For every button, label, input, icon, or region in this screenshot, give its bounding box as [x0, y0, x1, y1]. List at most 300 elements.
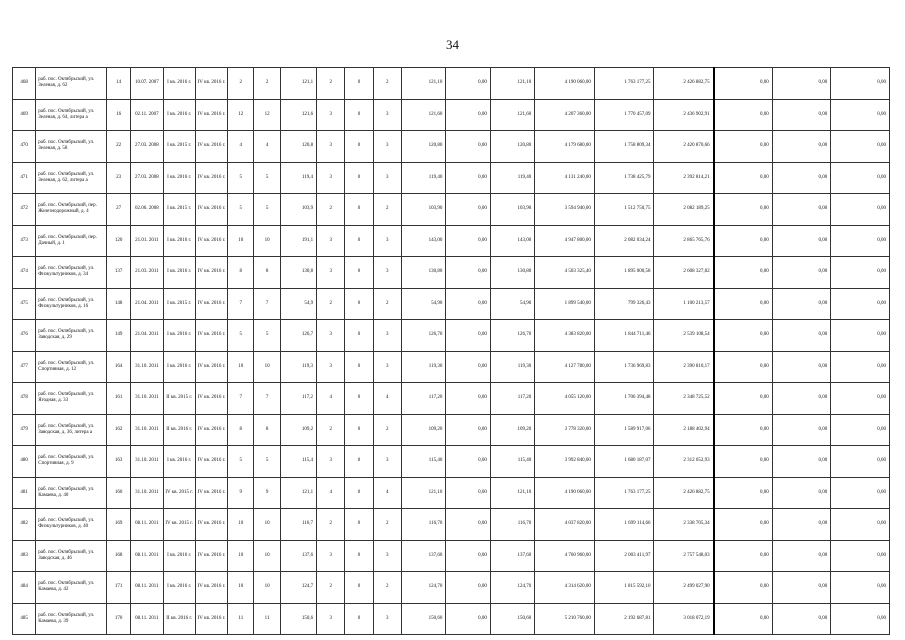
table-cell: 10: [228, 351, 254, 383]
table-row: [13, 225, 890, 257]
table-cell: 2 390 810,17: [654, 351, 714, 383]
table-cell: 0,00: [714, 162, 773, 194]
table-cell: 168: [106, 540, 130, 572]
table-cell: 10: [228, 225, 254, 257]
table-cell: 1 699 114,66: [594, 509, 654, 541]
table-cell: 4: [317, 383, 345, 415]
table-cell: 0,00: [446, 540, 490, 572]
table-cell: 0,00: [714, 540, 773, 572]
table-cell: 160: [106, 477, 130, 509]
table-cell: 10: [228, 572, 254, 604]
table-cell: 479: [13, 414, 36, 446]
table-cell: 9: [228, 477, 254, 509]
table-cell: 2 188 402,94: [654, 414, 714, 446]
table-cell: раб. пос. Октябрьский, ул. Спортивная, д. 12: [36, 351, 107, 383]
table-cell: 150,60: [490, 603, 534, 635]
table-cell: 0,00: [446, 194, 490, 226]
table-cell: 02.06. 2008: [131, 194, 163, 226]
table-cell: раб. пос. Октябрьский, пер. Дачный, д. 1: [36, 225, 107, 257]
table-row: [13, 572, 890, 604]
table-cell: I кв. 2016 г.: [163, 162, 195, 194]
table-cell: 0,00: [831, 320, 890, 352]
table-cell: 27.03. 2008: [131, 131, 163, 163]
table-cell: 109,20: [490, 414, 534, 446]
table-cell: 109,20: [401, 414, 445, 446]
table-cell: 3: [317, 162, 345, 194]
table-cell: 0: [345, 162, 373, 194]
table-cell: 3: [317, 351, 345, 383]
table-cell: 16: [106, 99, 130, 131]
table-cell: раб. пос. Октябрьский, ул. Зеленая, д. 64, литера а: [36, 99, 107, 131]
table-cell: 137,60: [490, 540, 534, 572]
table-cell: 21.01. 2011: [131, 225, 163, 257]
table-cell: 4 127 780,00: [535, 351, 595, 383]
table-cell: 109,2: [280, 414, 316, 446]
table-cell: 124,70: [490, 572, 534, 604]
table-cell: 3: [373, 320, 401, 352]
table-cell: IV кв. 2015 г.: [163, 477, 195, 509]
table-cell: 2 436 902,91: [654, 99, 714, 131]
table-cell: 4 207 360,00: [535, 99, 595, 131]
table-cell: раб. пос. Октябрьский, ул. Зеленая, д. 62, литера а: [36, 162, 107, 194]
table-cell: 121,1: [280, 477, 316, 509]
table-row: [13, 351, 890, 383]
table-cell: 8: [254, 257, 280, 289]
table-cell: 0,00: [831, 509, 890, 541]
table-cell: 0: [345, 257, 373, 289]
table-cell: 0,00: [714, 225, 773, 257]
table-cell: 10: [254, 572, 280, 604]
table-cell: 117,2: [280, 383, 316, 415]
table-cell: 103,9: [280, 194, 316, 226]
table-cell: 0,00: [772, 68, 831, 100]
table-cell: 0: [345, 446, 373, 478]
table-cell: 473: [13, 225, 36, 257]
table-cell: 0,00: [714, 99, 773, 131]
table-cell: 163: [106, 446, 130, 478]
table-cell: 0,00: [714, 194, 773, 226]
table-cell: 0,00: [714, 320, 773, 352]
table-cell: 0,00: [714, 572, 773, 604]
table-cell: II кв. 2016 г.: [163, 414, 195, 446]
table-cell: 116,70: [401, 509, 445, 541]
table-cell: IV кв. 2016 г.: [195, 477, 227, 509]
table-cell: 130,80: [401, 257, 445, 289]
table-cell: 2: [373, 414, 401, 446]
table-cell: 121,10: [490, 477, 534, 509]
table-cell: 0,00: [714, 257, 773, 289]
table-cell: 148: [106, 288, 130, 320]
table-cell: IV кв. 2016 г.: [195, 225, 227, 257]
table-cell: 0,00: [446, 99, 490, 131]
table-cell: 1 758 809,34: [594, 131, 654, 163]
table-cell: 0,00: [446, 162, 490, 194]
table-cell: 143,00: [401, 225, 445, 257]
table-cell: 0,00: [772, 225, 831, 257]
table-cell: 169: [106, 509, 130, 541]
table-cell: 0: [345, 477, 373, 509]
table-cell: 0: [345, 603, 373, 635]
table-cell: раб. пос. Октябрьский, ул. Зеленая, д. 58: [36, 131, 107, 163]
table-cell: 1 100 213,57: [654, 288, 714, 320]
table-cell: 2: [373, 509, 401, 541]
table-row: [13, 257, 890, 289]
table-cell: 0,00: [714, 509, 773, 541]
table-cell: 3: [373, 540, 401, 572]
table-cell: 23: [106, 162, 130, 194]
table-cell: 5: [254, 162, 280, 194]
table-cell: 10: [254, 351, 280, 383]
table-cell: 8: [228, 257, 254, 289]
table-cell: 2 082 034,24: [594, 225, 654, 257]
table-cell: 2: [228, 68, 254, 100]
table-cell: раб. пос. Октябрьский, ул. Физкультурников, д. 40: [36, 509, 107, 541]
table-cell: 120,80: [490, 131, 534, 163]
table-cell: 483: [13, 540, 36, 572]
table-cell: 126,70: [490, 320, 534, 352]
table-cell: 2 865 765,76: [654, 225, 714, 257]
table-cell: IV кв. 2016 г.: [195, 509, 227, 541]
table-cell: 8: [254, 414, 280, 446]
table-cell: I кв. 2015 г.: [163, 194, 195, 226]
table-cell: 1 895 000,58: [594, 257, 654, 289]
table-cell: 1 706 394,48: [594, 383, 654, 415]
table-cell: I кв. 2016 г.: [163, 68, 195, 100]
table-cell: I кв. 2016 г.: [163, 320, 195, 352]
table-cell: 4 760 960,00: [535, 540, 595, 572]
table-cell: 119,30: [401, 351, 445, 383]
table-cell: 121,60: [401, 99, 445, 131]
table-cell: 0,00: [831, 414, 890, 446]
table-row: [13, 540, 890, 572]
table-cell: IV кв. 2016 г.: [195, 540, 227, 572]
table-cell: 164: [106, 351, 130, 383]
table-cell: 124,70: [401, 572, 445, 604]
table-cell: 2: [373, 194, 401, 226]
table-cell: 0,00: [714, 351, 773, 383]
table-cell: 469: [13, 99, 36, 131]
table-cell: 1 589 917,06: [594, 414, 654, 446]
table-cell: 1 763 177,25: [594, 477, 654, 509]
table-cell: 117,20: [490, 383, 534, 415]
table-cell: 0: [345, 225, 373, 257]
table-cell: 126,70: [401, 320, 445, 352]
table-cell: 799 326,43: [594, 288, 654, 320]
table-cell: IV кв. 2016 г.: [195, 131, 227, 163]
table-cell: 12: [228, 99, 254, 131]
table-cell: 0,00: [831, 288, 890, 320]
table-cell: 476: [13, 320, 36, 352]
table-cell: 0: [345, 509, 373, 541]
table-cell: 0,00: [446, 509, 490, 541]
table-cell: 7: [228, 383, 254, 415]
table-cell: 471: [13, 162, 36, 194]
table-cell: 191,1: [280, 225, 316, 257]
table-cell: раб. пос. Октябрьский, ул. Камаева, д. 39: [36, 603, 107, 635]
table-cell: 0,00: [446, 603, 490, 635]
table-cell: 0,00: [446, 351, 490, 383]
table-cell: 0: [345, 414, 373, 446]
table-cell: 3 992 840,00: [535, 446, 595, 478]
table-cell: 5: [254, 194, 280, 226]
table-cell: 470: [13, 131, 36, 163]
table-cell: 3: [373, 131, 401, 163]
table-cell: 27.03. 2008: [131, 162, 163, 194]
table-cell: 11: [228, 603, 254, 635]
table-cell: 4 179 680,00: [535, 131, 595, 163]
table-cell: 3: [373, 257, 401, 289]
table-cell: 480: [13, 446, 36, 478]
table-cell: IV кв. 2016 г.: [195, 99, 227, 131]
table-cell: 0,00: [714, 446, 773, 478]
table-cell: 124,7: [280, 572, 316, 604]
table-cell: раб. пос. Октябрьский, ул. Заводская, д. 29: [36, 320, 107, 352]
table-cell: 468: [13, 68, 36, 100]
table-row: [13, 68, 890, 100]
table-cell: I кв. 2016 г.: [163, 99, 195, 131]
table-cell: 4 383 820,00: [535, 320, 595, 352]
table-cell: 0,00: [772, 603, 831, 635]
table-cell: IV кв. 2016 г.: [195, 257, 227, 289]
table-cell: IV кв. 2015 г.: [163, 509, 195, 541]
table-cell: 4 503 325,40: [535, 257, 595, 289]
table-cell: 3: [317, 320, 345, 352]
table-cell: 27: [106, 194, 130, 226]
table-cell: 0,00: [772, 99, 831, 131]
table-cell: 10: [254, 540, 280, 572]
table-cell: 2 499 027,90: [654, 572, 714, 604]
table-cell: 31.10. 2011: [131, 446, 163, 478]
table-cell: раб. пос. Октябрьский, ул. Ягодная, д. 33: [36, 383, 107, 415]
table-row: [13, 509, 890, 541]
table-cell: IV кв. 2016 г.: [195, 68, 227, 100]
table-cell: 0: [345, 572, 373, 604]
table-cell: 481: [13, 477, 36, 509]
table-cell: 5: [228, 194, 254, 226]
table-cell: 120: [106, 225, 130, 257]
table-row: [13, 99, 890, 131]
table-cell: 4: [373, 477, 401, 509]
table-cell: 4 055 120,00: [535, 383, 595, 415]
table-cell: I кв. 2016 г.: [163, 446, 195, 478]
table-cell: 2: [317, 509, 345, 541]
table-cell: 121,10: [401, 477, 445, 509]
table-cell: 474: [13, 257, 36, 289]
table-cell: раб. пос. Октябрьский, ул. Камаева, д. 42: [36, 572, 107, 604]
table-cell: 115,40: [490, 446, 534, 478]
table-cell: 1 815 592,10: [594, 572, 654, 604]
table-cell: 4: [254, 131, 280, 163]
table-cell: раб. пос. Октябрьский, ул. Заводская, д. 36, литера а: [36, 414, 107, 446]
table-cell: 2: [373, 572, 401, 604]
table-cell: 119,30: [490, 351, 534, 383]
table-cell: раб. пос. Октябрьский, ул. Физкультурников, д. 34: [36, 257, 107, 289]
table-cell: 482: [13, 509, 36, 541]
table-cell: 1 770 457,09: [594, 99, 654, 131]
table-cell: 0,00: [446, 446, 490, 478]
table-cell: 1 512 750,75: [594, 194, 654, 226]
table-cell: 116,7: [280, 509, 316, 541]
page-number: 34: [446, 37, 459, 52]
table-cell: 477: [13, 351, 36, 383]
table-cell: IV кв. 2016 г.: [195, 320, 227, 352]
table-cell: 0,00: [446, 225, 490, 257]
table-cell: 119,40: [401, 162, 445, 194]
table-cell: 0,00: [831, 99, 890, 131]
table-cell: 0,00: [831, 383, 890, 415]
table-cell: 2 338 705,34: [654, 509, 714, 541]
table-cell: 31.10. 2011: [131, 477, 163, 509]
table-cell: 0,00: [714, 603, 773, 635]
table-cell: раб. пос. Октябрьский, ул. Камаева, д. 40: [36, 477, 107, 509]
table-cell: 478: [13, 383, 36, 415]
table-cell: 5 210 760,00: [535, 603, 595, 635]
table-cell: 0,00: [831, 603, 890, 635]
table-cell: 7: [228, 288, 254, 320]
table-cell: 3: [373, 446, 401, 478]
table-cell: 143,00: [490, 225, 534, 257]
table-cell: 0,00: [831, 351, 890, 383]
table-cell: 2: [317, 572, 345, 604]
table-cell: 31.10. 2011: [131, 351, 163, 383]
table-cell: 162: [106, 414, 130, 446]
table-cell: 0,00: [714, 68, 773, 100]
table-cell: 0,00: [831, 68, 890, 100]
table-cell: 3: [373, 603, 401, 635]
table-cell: 0: [345, 68, 373, 100]
table-cell: 137,60: [401, 540, 445, 572]
table-cell: 0,00: [831, 446, 890, 478]
table-cell: IV кв. 2016 г.: [195, 572, 227, 604]
table-cell: 103,90: [401, 194, 445, 226]
table-cell: 2 392 814,21: [654, 162, 714, 194]
table-cell: 484: [13, 572, 36, 604]
table-cell: раб. пос. Октябрьский, ул. Зеленая, д. 62: [36, 68, 107, 100]
table-cell: IV кв. 2016 г.: [195, 194, 227, 226]
table-cell: 121,6: [280, 99, 316, 131]
table-cell: 475: [13, 288, 36, 320]
table-cell: 22: [106, 131, 130, 163]
table-cell: 02.11. 2007: [131, 99, 163, 131]
table-cell: I кв. 2016 г.: [163, 540, 195, 572]
table-cell: 1 763 177,25: [594, 68, 654, 100]
table-cell: 2 608 327,82: [654, 257, 714, 289]
table-cell: 0: [345, 351, 373, 383]
table-cell: 3: [373, 351, 401, 383]
table-cell: 7: [254, 383, 280, 415]
table-cell: раб. пос. Октябрьский, пер. Железнодорожный, д. 4: [36, 194, 107, 226]
table-cell: 2: [317, 194, 345, 226]
table-row: [13, 194, 890, 226]
table-cell: 0,00: [831, 194, 890, 226]
table-cell: 21.04. 2011: [131, 320, 163, 352]
table-cell: 0,00: [714, 414, 773, 446]
table-cell: 2 312 652,93: [654, 446, 714, 478]
table-cell: 0,00: [772, 477, 831, 509]
table-cell: 4: [373, 383, 401, 415]
housing-table: [12, 67, 890, 635]
table-cell: IV кв. 2016 г.: [195, 446, 227, 478]
table-cell: 116,70: [490, 509, 534, 541]
table-cell: 9: [254, 477, 280, 509]
table-cell: 130,8: [280, 257, 316, 289]
table-cell: 171: [106, 572, 130, 604]
table-cell: 2: [373, 288, 401, 320]
table-cell: 2 348 725,52: [654, 383, 714, 415]
table-cell: 54,9: [280, 288, 316, 320]
table-cell: 3 778 320,00: [535, 414, 595, 446]
table-cell: 2 426 882,75: [654, 477, 714, 509]
table-cell: 0,00: [772, 572, 831, 604]
table-cell: IV кв. 2016 г.: [195, 351, 227, 383]
table-cell: 0,00: [772, 320, 831, 352]
table-cell: 0,00: [772, 446, 831, 478]
table-cell: I кв. 2016 г.: [163, 225, 195, 257]
table-cell: 0,00: [714, 131, 773, 163]
table-cell: 54,90: [401, 288, 445, 320]
table-cell: 126,7: [280, 320, 316, 352]
table-cell: 0: [345, 320, 373, 352]
table-cell: IV кв. 2016 г.: [195, 162, 227, 194]
table-cell: 5: [228, 446, 254, 478]
table-cell: 1 680 187,07: [594, 446, 654, 478]
table-cell: 8: [228, 414, 254, 446]
table-cell: IV кв. 2016 г.: [195, 288, 227, 320]
table-cell: 0,00: [772, 414, 831, 446]
table-cell: 5: [228, 320, 254, 352]
table-cell: раб. пос. Октябрьский, ул. Физкультурников, д. 16: [36, 288, 107, 320]
table-cell: 0,00: [446, 383, 490, 415]
table-cell: 3: [317, 603, 345, 635]
table-cell: 08.11. 2011: [131, 603, 163, 635]
table-cell: раб. пос. Октябрьский, ул. Заводская, д. 46: [36, 540, 107, 572]
table-cell: 10: [254, 225, 280, 257]
table-cell: I кв. 2015 г.: [163, 288, 195, 320]
table-cell: 0,00: [446, 572, 490, 604]
table-cell: 117,20: [401, 383, 445, 415]
table-cell: 3: [317, 540, 345, 572]
table-cell: 1 844 711,46: [594, 320, 654, 352]
table-cell: 3: [373, 225, 401, 257]
table-cell: 2 192 687,81: [594, 603, 654, 635]
table-cell: 3 594 940,00: [535, 194, 595, 226]
table-cell: 119,3: [280, 351, 316, 383]
table-cell: 3: [317, 446, 345, 478]
table-cell: 3: [373, 99, 401, 131]
table-cell: 0: [345, 131, 373, 163]
table-cell: 0: [345, 540, 373, 572]
table-cell: 0,00: [772, 131, 831, 163]
table-row: [13, 477, 890, 509]
table-cell: 4: [317, 477, 345, 509]
table-cell: 120,8: [280, 131, 316, 163]
table-cell: 2: [317, 414, 345, 446]
table-cell: 0: [345, 288, 373, 320]
table-cell: 0: [345, 383, 373, 415]
table-cell: 3 018 072,19: [654, 603, 714, 635]
table-cell: 31.10. 2011: [131, 414, 163, 446]
table-cell: 31.10. 2011: [131, 383, 163, 415]
table-cell: 161: [106, 383, 130, 415]
table-cell: 10.07. 2007: [131, 68, 163, 100]
table-cell: 0,00: [831, 131, 890, 163]
table-cell: 0,00: [831, 162, 890, 194]
table-cell: 2: [254, 68, 280, 100]
table-cell: 3: [317, 131, 345, 163]
table-cell: 115,40: [401, 446, 445, 478]
table-cell: 3: [317, 257, 345, 289]
table-cell: II кв. 2015 г.: [163, 383, 195, 415]
